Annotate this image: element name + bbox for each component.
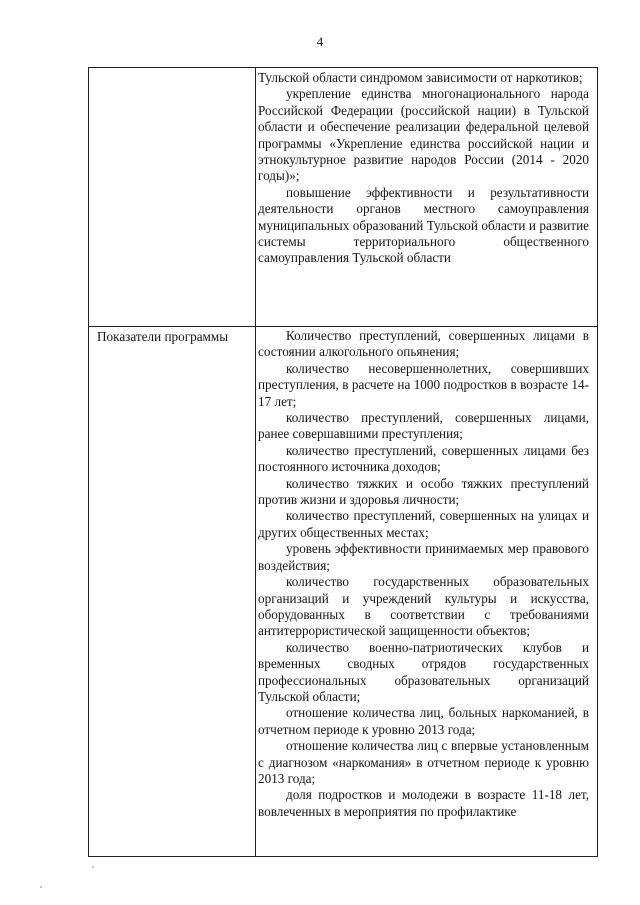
column-divider	[255, 68, 256, 856]
scan-speck	[40, 886, 42, 888]
paragraph: повышение эффективности и результативности деятельности органов местного самоуправления муниципальных образований Тульской области и развитие системы территориального общественного самоуправления Тульской области	[258, 184, 589, 266]
paragraph: Количество преступлений, совершенных лицами в состоянии алкогольного опьянения;	[258, 328, 589, 360]
indicators-cell	[258, 328, 589, 820]
paragraph: количество военно-патриотических клубов и временных сводных отрядов государственных профессиональных образовательных организаций Тульской области;	[258, 639, 589, 704]
paragraph: отношение количества лиц, больных наркоманией, в отчетном периоде к уровню 2013 года;	[258, 705, 589, 737]
program-passport-table	[88, 67, 598, 857]
paragraph: доля подростков и молодежи в возрасте 11-18 лет, вовлеченных в мероприятия по профилактике	[258, 787, 589, 819]
paragraph: укрепление единства многонационального народа Российской Федерации (российской нации) в Тульской области и обеспечение реализации федеральной целевой программы «Укрепление единства российской нации и этнокультурное развитие народов России (2014 - 2020 годы)»;	[258, 86, 589, 184]
scan-speck	[92, 866, 94, 868]
goals-cell	[258, 70, 589, 267]
paragraph: количество государственных образовательных организаций и учреждений культуры и искусства, оборудованных в соответствии с требованиями антитеррористической защищенности объектов;	[258, 574, 589, 639]
paragraph: количество преступлений, совершенных лицами, ранее совершавшими преступления;	[258, 410, 589, 442]
paragraph: отношение количества лиц с впервые установленным с диагнозом «наркомания» в отчетном периоде к уровню 2013 года;	[258, 738, 589, 786]
paragraph: количество преступлений, совершенных лицами без постоянного источника доходов;	[258, 442, 589, 475]
page-number: 4	[316, 34, 324, 49]
row-divider	[89, 326, 597, 327]
indicators-heading: Показатели программы	[97, 329, 229, 344]
paragraph: количество несовершеннолетних, совершивших преступления, в расчете на 1000 подростков в возрасте 14-17 лет;	[258, 360, 589, 409]
paragraph: количество преступлений, совершенных на улицах и других общественных местах;	[258, 508, 589, 540]
paragraph: Тульской области синдромом зависимости от наркотиков;	[258, 70, 583, 85]
paragraph: количество тяжких и особо тяжких преступлений против жизни и здоровья личности;	[258, 475, 589, 508]
paragraph: уровень эффективности принимаемых мер правового воздействия;	[258, 541, 589, 573]
